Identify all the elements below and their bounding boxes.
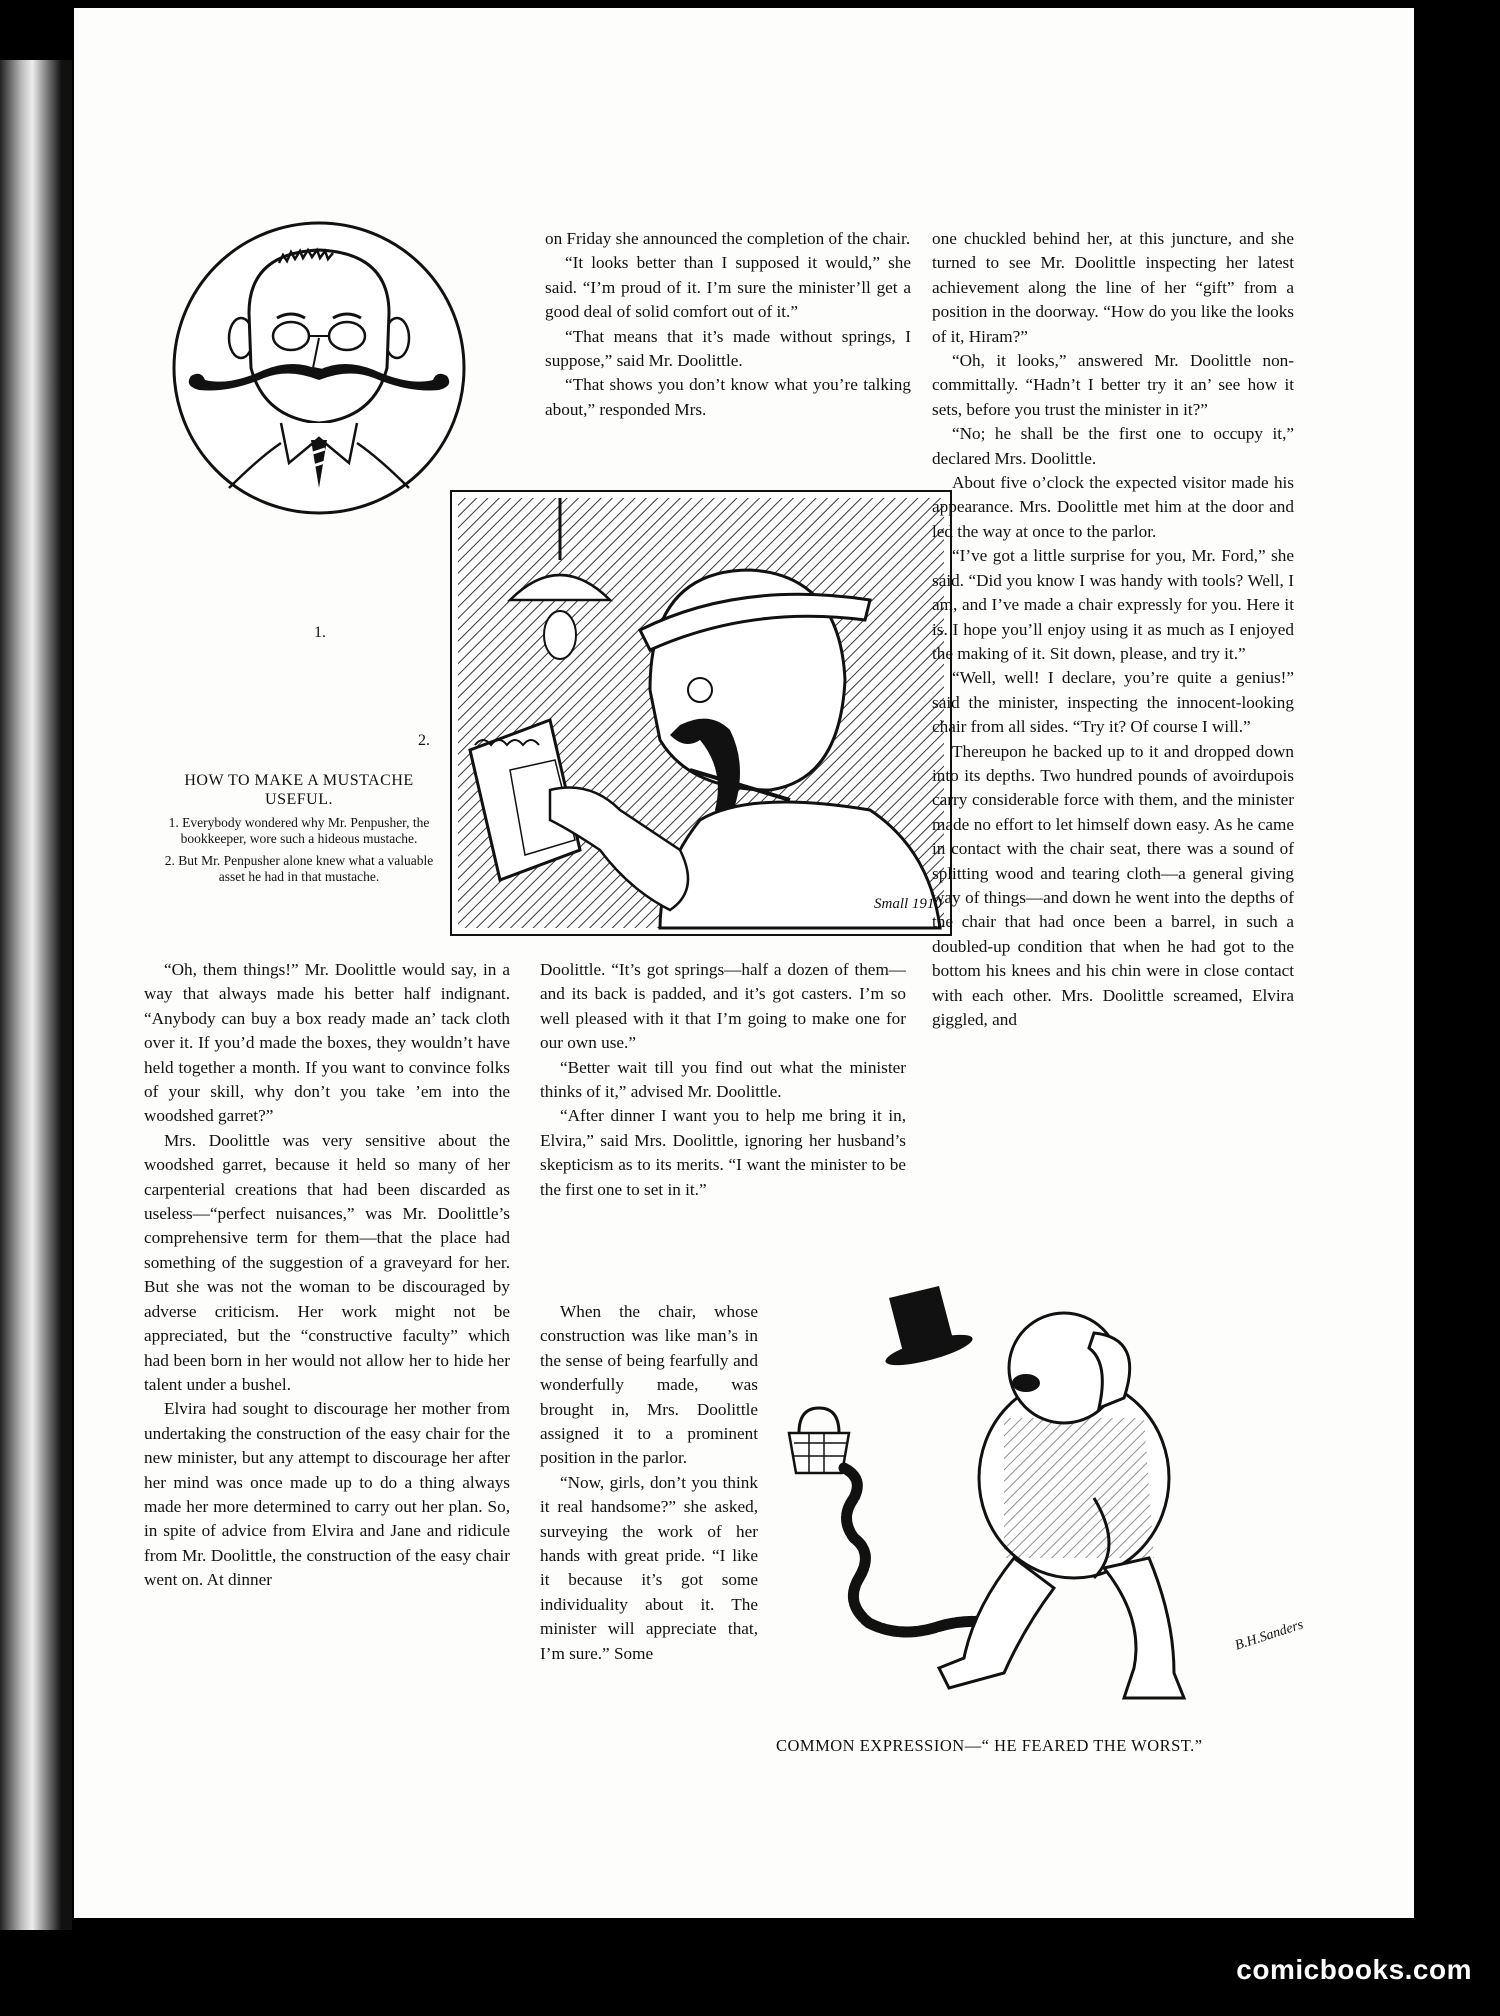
paragraph: “Now, girls, don’t you think it real handsome?” she asked, surveying the work of her hands with great pride. “I like it because it’s got some individuality about it. The minister will appreciate that, I’m sure.” Some [540,1472,758,1663]
caption-item-2: 2. But Mr. Penpusher alone knew what a valuable asset he had in that mustache. [164,853,434,884]
magazine-page [74,8,1414,1918]
signature-small: Small 1910 [874,896,942,912]
column-left [144,958,510,1593]
paragraph: “That means that it’s made without springs, I suppose,” said Mr. Doolittle. [545,326,911,371]
figure-2-label: 2. [418,732,430,749]
figure-2-penpusher-drawing [450,490,952,936]
paragraph: one chuckled behind her, at this juncture, and she turned to see Mr. Doolittle inspecting her latest achievement along the line of her “gift” from a position in the doorway. “How do you like the looks of it, Hiram?” [932,229,1294,346]
paragraph: Mrs. Doolittle was very sensitive about the woodshed garret, because it held so many of her carpenterial creations that had been discarded as useless—“perfect nuisances,” was Mr. Doolittle’s comprehensive term for them—that the place had something of the suggestion of a graveyard for her. But she was not the woman to be discouraged by adverse criticism. Her work might not be appreciated, but the “constructive faculty” which had been born in her would not allow her to hide her talent under a bushel. [144,1130,510,1394]
figure-3-feared-the-worst [764,1268,1324,1728]
bottom-caption: COMMON EXPRESSION—“ HE FEARED THE WORST.” [776,1736,1203,1755]
paragraph: “I’ve got a little surprise for you, Mr. Ford,” she said. “Did you know I was handy with tools? Well, I am, and I’ve made a chair expressly for you. Here it is. I hope you’ll enjoy using it as much as I enjoyed the making of it. Sit down, please, and try it.” [932,546,1294,663]
paragraph: Elvira had sought to discourage her mother from undertaking the construction of the easy chair for the new minister, but any attempt to discourage her after her mind was once made up to do a thing always made her more determined to carry out her plan. So, in spite of advice from Elvira and Jane and ridicule from Mr. Doolittle, the construction of the easy chair went on. At dinner [144,1399,510,1590]
column-bottom-middle-narrow [540,1300,758,1666]
paragraph: “Oh, it looks,” answered Mr. Doolittle non-committally. “Hadn’t I better try it an’ see how it sets, before you trust the minister in it?” [932,351,1294,419]
paragraph: “Better wait till you find out what the minister thinks of it,” advised Mr. Doolittle. [540,1057,906,1102]
paragraph: When the chair, whose construction was like man’s in the sense of being fearfully and wonderfully made, was brought in, Mrs. Doolittle assigned it to a prominent position in the parlor. [540,1302,758,1468]
figure-1-label: 1. [314,624,326,641]
paragraph: “After dinner I want you to help me bring it in, Elvira,” said Mrs. Doolittle, ignoring her husband’s skepticism as to its merits. “I want the minister to be the first one to set in it.” [540,1106,906,1199]
book-spine [0,60,72,1930]
paragraph: “Well, well! I declare, you’re quite a genius!” said the minister, inspecting the innocent-looking chair from all sides. “Try it? Of course I will.” [932,668,1294,737]
signature-sanders: B.H.Sanders [1233,1617,1306,1654]
paragraph: “It looks better than I supposed it would,” she said. “I’m proud of it. I’m sure the minister’ll get a good deal of solid comfort out of it.” [545,253,911,322]
watermark: comicbooks.com [1236,1954,1472,1985]
caption-heading: HOW TO MAKE A MUSTACHE USEFUL. [184,772,414,808]
column-bottom-middle-wide [540,958,906,1202]
paragraph: “That shows you don’t know what you’re talking about,” responded Mrs. [545,375,911,419]
caption-item-1: 1. Everybody wondered why Mr. Penpusher, the bookkeeper, wore such a hideous mustache. [168,815,430,846]
paragraph: About five o’clock the expected visitor made his appearance. Mrs. Doolittle met him at the door and led the way at once to the parlor. [932,473,1294,541]
paragraph: “No; he shall be the first one to occupy it,” declared Mrs. Doolittle. [932,424,1294,468]
figure-1-mustache-portrait [169,218,469,518]
column-top-middle [545,227,911,422]
paragraph: Thereupon he backed up to it and dropped down into its depths. Two hundred pounds of avoirdupois carry considerable force with them, and the minister made no effort to let himself down easy. As he came in contact with the chair seat, there was a sound of splitting wood and tearing cloth—a general giving way of things—and down he went into the depths of the chair that had once been a barrel, in such a doubled-up condition that when he had got to the bottom his knees and his chin were in close contact with each other. Mrs. Doolittle screamed, Elvira giggled, and [932,741,1294,1029]
column-right [932,227,1294,1032]
paragraph: “Oh, them things!” Mr. Doolittle would say, in a way that always made his better half indignant. “Anybody can buy a box ready made an’ tack cloth over it. If you’d made the boxes, they wouldn’t have held together a month. If you want to convince folks of your skill, why don’t you take ’em into the woodshed garret?” [144,960,510,1126]
paragraph: Doolittle. “It’s got springs—half a dozen of them—and its back is padded, and it’s got casters. I’m so well pleased with it that I’m going to make one for our own use.” [540,960,906,1053]
mustache-caption [154,771,444,885]
paragraph: on Friday she announced the completion of the chair. [545,229,911,248]
